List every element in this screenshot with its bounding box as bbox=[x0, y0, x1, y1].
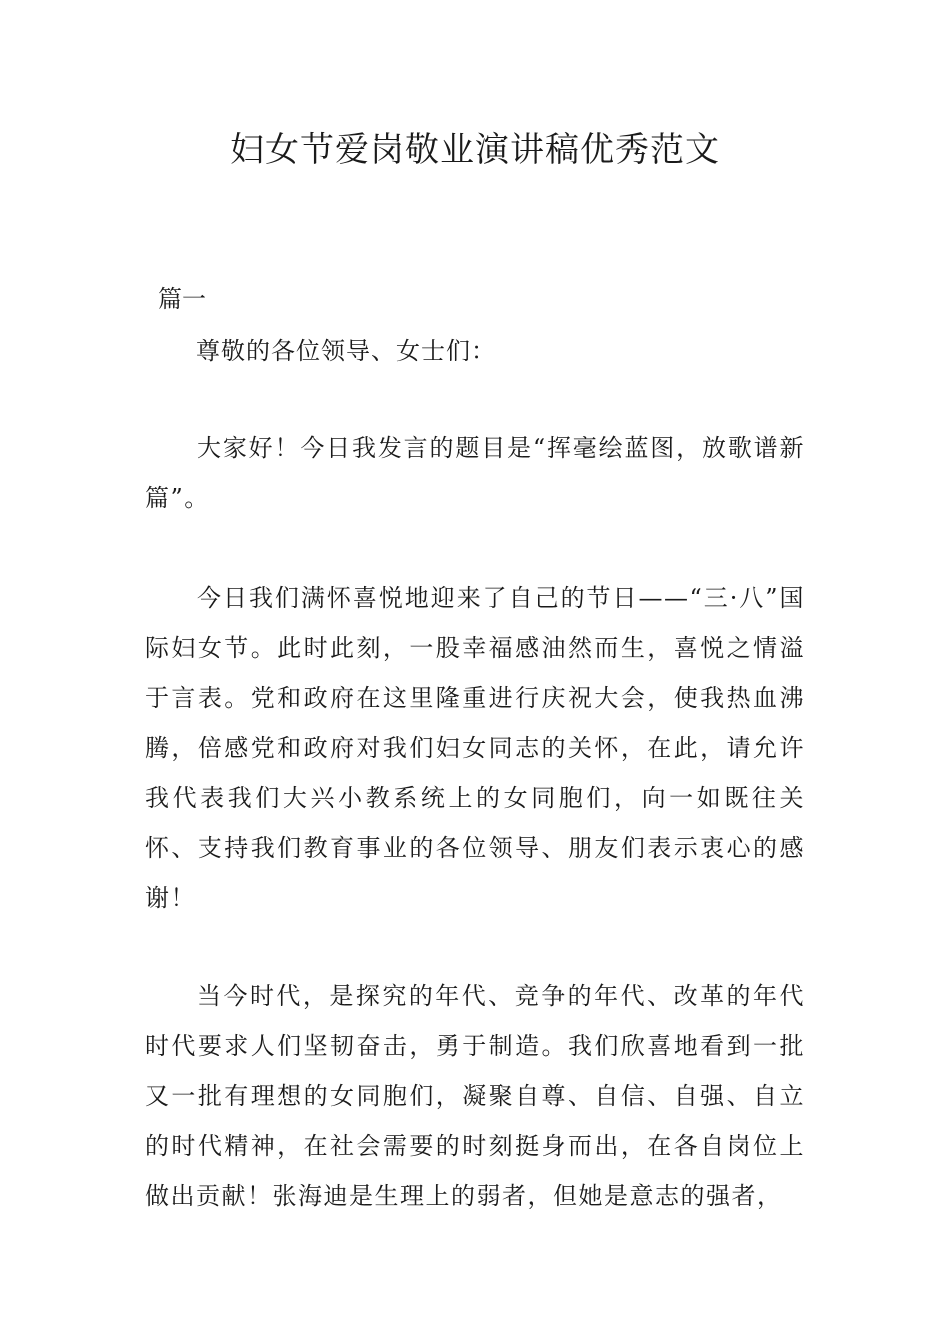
section-label: 篇一 bbox=[158, 285, 206, 313]
greeting-line: 尊敬的各位领导、女士们： bbox=[196, 337, 496, 365]
paragraph-2: 今日我们满怀喜悦地迎来了自己的节日——“三·八”国际妇女节。此时此刻，一股幸福感油然而生，喜悦之情溢于言表。党和政府在这里隆重进行庆祝大会，使我热血沸腾，倍感党和政府对我们妇女同志的关怀，在此，请允许我代表我们大兴小教系统上的女同胞们，向一如既往关怀、支持我们教育事业的各位领导、朋友们表示衷心的感谢！ bbox=[145, 584, 805, 912]
paragraph-3: 当今时代，是探究的年代、竞争的年代、改革的年代时代要求人们坚韧奋击，勇于制造。我们欣喜地看到一批又一批有理想的女同胞们，凝聚自尊、自信、自强、自立的时代精神，在社会需要的时刻挺身而出，在各自岗位上做出贡献！张海迪是生理上的弱者，但她是意志的强者， bbox=[145, 982, 805, 1210]
document-title: 妇女节爱岗敬业演讲稿优秀范文 bbox=[230, 130, 720, 170]
paragraph-1: 大家好！今日我发言的题目是“挥毫绘蓝图，放歌谱新篇”。 bbox=[145, 434, 805, 512]
